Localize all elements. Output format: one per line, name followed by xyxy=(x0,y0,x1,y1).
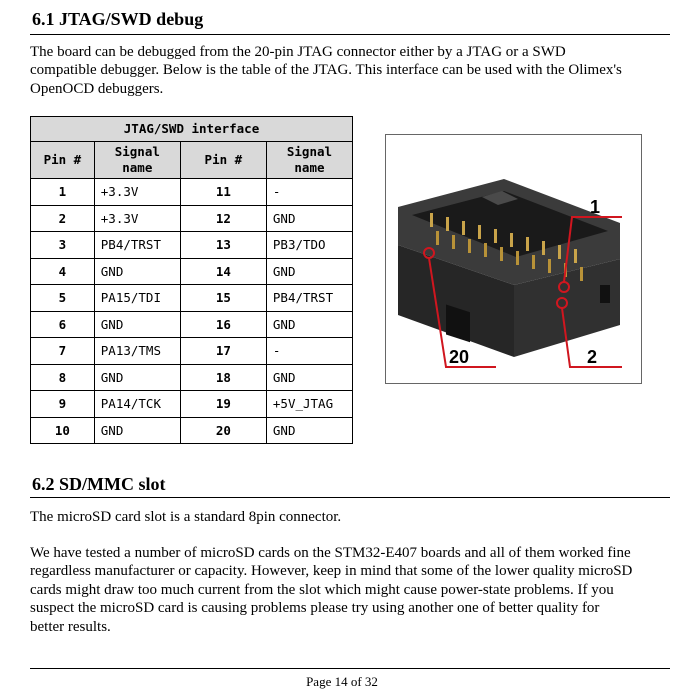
jtag-pin-table xyxy=(30,116,353,444)
table-row xyxy=(31,285,353,312)
callout-label-2: 2 xyxy=(587,347,598,367)
paragraph-line: suspect the microSD card is causing problems please try using another one of better quality for xyxy=(30,600,600,617)
table-row xyxy=(31,311,353,338)
column-header-signal: Signal name xyxy=(266,142,352,179)
pin-number: 7 xyxy=(31,338,95,365)
signal-name: GND xyxy=(94,364,180,391)
paragraph-line: We have tested a number of microSD cards on the STM32-E407 boards and all of them worked fine xyxy=(30,545,631,561)
signal-name: - xyxy=(266,338,352,365)
section-heading-sd: 6.2 SD/MMC slot xyxy=(32,474,166,494)
pin-number: 12 xyxy=(180,205,266,232)
pin-number: 3 xyxy=(31,232,95,259)
paragraph-line: better results. xyxy=(30,618,111,635)
signal-name: PB4/TRST xyxy=(94,232,180,259)
table-row xyxy=(31,205,353,232)
sd-detail-paragraph xyxy=(30,544,670,636)
signal-name: +3.3V xyxy=(94,179,180,206)
signal-name: GND xyxy=(266,311,352,338)
pin-number: 18 xyxy=(180,364,266,391)
column-header-pin: Pin # xyxy=(31,142,95,179)
signal-name: - xyxy=(266,179,352,206)
table-row xyxy=(31,338,353,365)
heading-rule xyxy=(30,34,670,35)
page-number: Page 14 of 32 xyxy=(306,674,378,689)
signal-name: PA15/TDI xyxy=(94,285,180,312)
paragraph-line: cards might draw too much current from the slot which might cause power-state problems. If you xyxy=(30,581,614,598)
signal-name: +3.3V xyxy=(94,205,180,232)
signal-name: GND xyxy=(266,417,352,444)
pin-number: 16 xyxy=(180,311,266,338)
pin-number: 14 xyxy=(180,258,266,285)
footer-rule xyxy=(30,668,670,669)
table-row xyxy=(31,364,353,391)
pin-number: 1 xyxy=(31,179,95,206)
column-header-signal: Signal name xyxy=(94,142,180,179)
signal-name: GND xyxy=(266,205,352,232)
paragraph-line: OpenOCD debuggers. xyxy=(30,80,164,97)
signal-name: GND xyxy=(266,258,352,285)
jtag-paragraph xyxy=(30,43,670,98)
paragraph-line: compatible debugger. Below is the table of the JTAG. This interface can be used with the Olimex's xyxy=(30,62,622,79)
signal-name: PB3/TDO xyxy=(266,232,352,259)
pin-number: 10 xyxy=(31,417,95,444)
signal-name: PA14/TCK xyxy=(94,391,180,418)
table-row xyxy=(31,232,353,259)
signal-name: GND xyxy=(94,258,180,285)
pin-number: 19 xyxy=(180,391,266,418)
signal-name: GND xyxy=(266,364,352,391)
table-row xyxy=(31,391,353,418)
table-row xyxy=(31,179,353,206)
signal-name: GND xyxy=(94,417,180,444)
pin-number: 2 xyxy=(31,205,95,232)
pin-number: 11 xyxy=(180,179,266,206)
callout-label-1: 1 xyxy=(590,197,601,217)
callout-label-20: 20 xyxy=(449,347,470,367)
signal-name: PA13/TMS xyxy=(94,338,180,365)
pin-number: 13 xyxy=(180,232,266,259)
signal-name: GND xyxy=(94,311,180,338)
pin-number: 20 xyxy=(180,417,266,444)
jtag-connector-illustration xyxy=(386,135,641,383)
table-row xyxy=(31,417,353,444)
latch-hole xyxy=(600,285,610,303)
signal-name: PB4/TRST xyxy=(266,285,352,312)
pin-number: 8 xyxy=(31,364,95,391)
pin-number: 9 xyxy=(31,391,95,418)
table-caption: JTAG/SWD interface xyxy=(31,117,353,142)
pin-number: 6 xyxy=(31,311,95,338)
pin-number: 15 xyxy=(180,285,266,312)
sd-intro-paragraph: The microSD card slot is a standard 8pin connector. xyxy=(30,509,342,525)
pin-number: 5 xyxy=(31,285,95,312)
pin-number: 4 xyxy=(31,258,95,285)
signal-name: +5V_JTAG xyxy=(266,391,352,418)
pin-number: 17 xyxy=(180,338,266,365)
paragraph-line: The board can be debugged from the 20-pin JTAG connector either by a JTAG or a SWD xyxy=(30,44,566,60)
column-header-pin: Pin # xyxy=(180,142,266,179)
section-heading-jtag: 6.1 JTAG/SWD debug xyxy=(32,9,204,29)
jtag-connector-figure xyxy=(385,134,642,384)
heading-rule xyxy=(30,497,670,498)
paragraph-line: regardless manufacturer or capacity. However, keep in mind that some of the lower quality microSD xyxy=(30,563,633,580)
table-row xyxy=(31,258,353,285)
